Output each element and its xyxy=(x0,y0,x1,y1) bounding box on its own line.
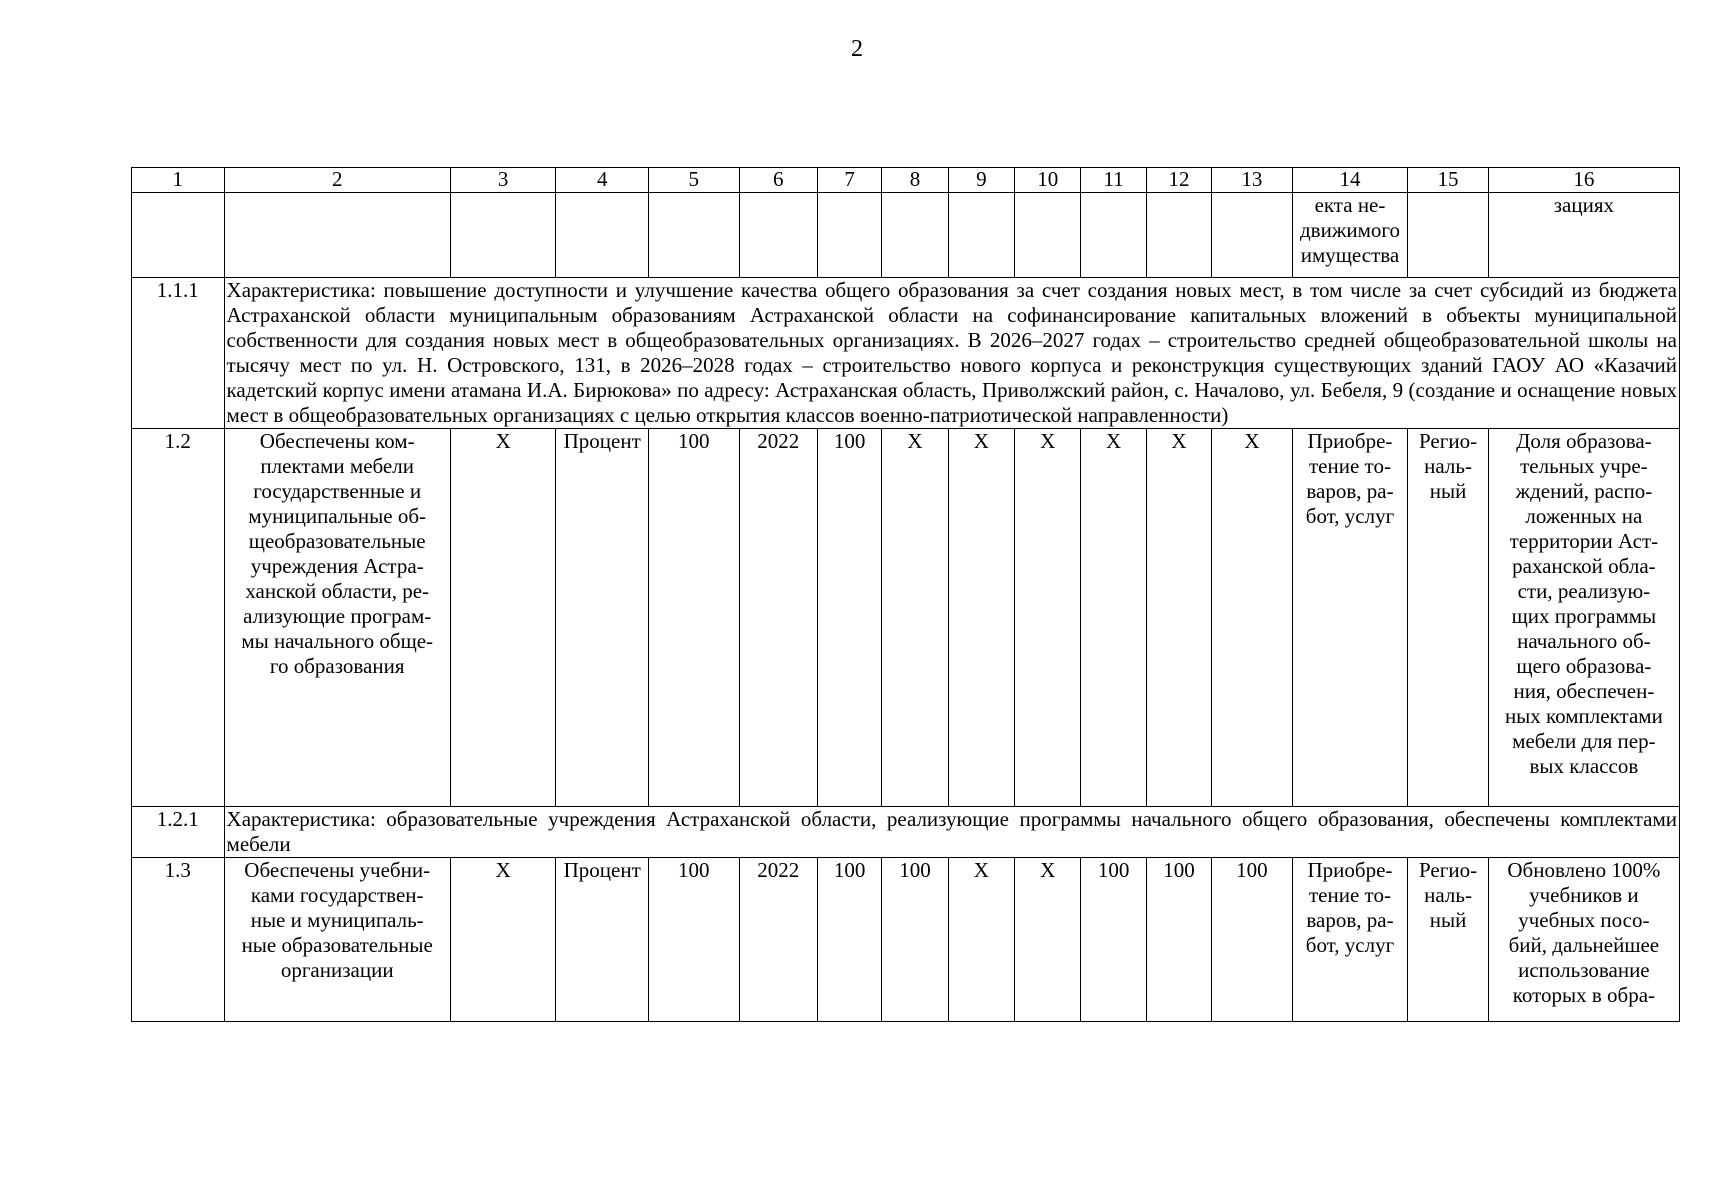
continuation-row xyxy=(132,193,1680,278)
indicator-name: Обеспечены ком- плектами мебели государственные и муниципальные об- щеобразовательные учреждения Астра- ханской области, ре- ализующие програм- мы начального обще- го образования xyxy=(224,429,450,807)
indicator-name: Обеспечены учебни- ками государствен- ные и муниципаль- ные образовательные организации xyxy=(224,858,450,1022)
column-number-1: 1 xyxy=(132,168,225,193)
column-number-row xyxy=(132,168,1680,193)
cell-col16: Обновлено 100% учебников и учебных посо- бий, дальнейшее использование которых в обра- xyxy=(1488,858,1679,1022)
cell-col14: Приобре- тение то- варов, ра- бот, услуг xyxy=(1292,858,1408,1022)
page-number: 2 xyxy=(851,36,863,62)
continuation-col14: екта не- движимого имущества xyxy=(1292,193,1408,278)
cell-col15: Регио- наль- ный xyxy=(1408,858,1488,1022)
cell-col10: Х xyxy=(1015,858,1081,1022)
cell-col13: 100 xyxy=(1212,858,1292,1022)
cell-col7: 100 xyxy=(817,858,881,1022)
column-number-4: 4 xyxy=(556,168,649,193)
row-code: 1.2 xyxy=(132,429,225,807)
column-number-7: 7 xyxy=(817,168,881,193)
column-number-5: 5 xyxy=(648,168,739,193)
cell-col11: Х xyxy=(1081,429,1146,807)
row-code: 1.3 xyxy=(132,858,225,1022)
program-table xyxy=(131,167,1680,1022)
cell-col11: 100 xyxy=(1081,858,1146,1022)
cell-col15: Регио- наль- ный xyxy=(1408,429,1488,807)
column-number-9: 9 xyxy=(948,168,1014,193)
characteristic-text: Характеристика: образовательные учреждения Астраханской области, реализующие программы начального общего образования, обеспечены комплектами мебели xyxy=(224,807,1679,858)
column-number-8: 8 xyxy=(882,168,948,193)
cell-col14: Приобре- тение то- варов, ра- бот, услуг xyxy=(1292,429,1408,807)
cell-col9: Х xyxy=(948,429,1014,807)
column-number-15: 15 xyxy=(1408,168,1488,193)
cell-col12: 100 xyxy=(1146,858,1211,1022)
base-year-cell: 2022 xyxy=(739,858,817,1022)
cell-col7: 100 xyxy=(817,429,881,807)
unit-cell: Процент xyxy=(556,429,649,807)
column-number-10: 10 xyxy=(1015,168,1081,193)
column-number-6: 6 xyxy=(739,168,817,193)
cell-col5: 100 xyxy=(648,858,739,1022)
column-number-11: 11 xyxy=(1081,168,1146,193)
row-code: 1.2.1 xyxy=(132,807,225,858)
column-number-12: 12 xyxy=(1146,168,1211,193)
cell-col8: 100 xyxy=(882,858,948,1022)
column-number-14: 14 xyxy=(1292,168,1408,193)
continuation-col16: зациях xyxy=(1488,193,1679,278)
characteristic-row-1-2-1 xyxy=(132,807,1680,858)
characteristic-text: Характеристика: повышение доступности и улучшение качества общего образования за счет создания новых мест, в том числе за счет субсидий из бюджета Астраханской области муниципальным образованиям Астраханской области на софинансирование капитальных вложений в объекты муниципальной собственности для создания новых мест в общеобразовательных организациях. В 2026–2027 годах – строительство средней общеобразовательной школы на тысячу мест по ул. Н. Островского, 131, в 2026–2028 годах – строительство нового корпуса и реконструкция существующих зданий ГАОУ АО «Казачий кадетский корпус имени атамана И.А. Бирюкова» по адресу: Астраханская область, Приволжский район, с. Началово, ул. Бебеля, 9 (создание и оснащение новых мест в общеобразовательных организациях с целью открытия классов военно-патриотической направленности) xyxy=(224,278,1679,429)
data-row-1-3 xyxy=(132,858,1680,1022)
cell-col12: Х xyxy=(1146,429,1211,807)
cell-col8: Х xyxy=(882,429,948,807)
column-number-2: 2 xyxy=(224,168,450,193)
characteristic-row-1-1-1 xyxy=(132,278,1680,429)
cell-col16: Доля образова- тельных учре- ждений, распо- ложенных на территории Аст- раханской обла- сти, реализую- щих программы начального об- щего образова- ния, обеспечен- ных комплектами мебели для пер- вых классов xyxy=(1488,429,1679,807)
base-year-cell: 2022 xyxy=(739,429,817,807)
data-row-1-2 xyxy=(132,429,1680,807)
cell-col3: Х xyxy=(450,429,556,807)
cell-col13: Х xyxy=(1212,429,1292,807)
unit-cell: Процент xyxy=(556,858,649,1022)
cell-col10: Х xyxy=(1015,429,1081,807)
column-number-16: 16 xyxy=(1488,168,1679,193)
cell-col5: 100 xyxy=(648,429,739,807)
column-number-13: 13 xyxy=(1212,168,1292,193)
column-number-3: 3 xyxy=(450,168,556,193)
cell-col3: Х xyxy=(450,858,556,1022)
row-code: 1.1.1 xyxy=(132,278,225,429)
cell-col9: Х xyxy=(948,858,1014,1022)
